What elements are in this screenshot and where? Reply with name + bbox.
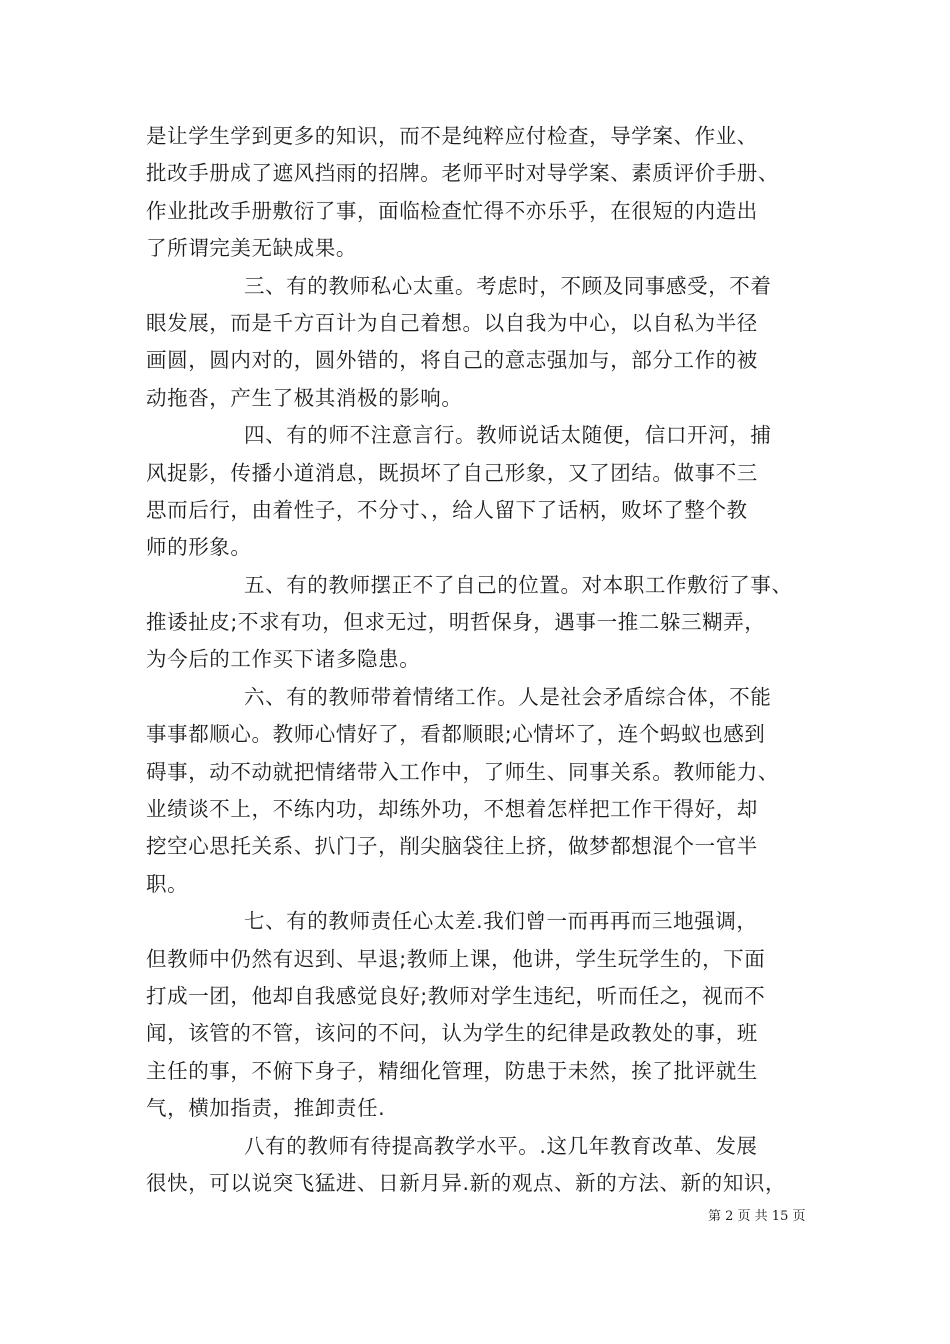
text-line: 批改手册成了遮风挡雨的招牌。老师平时对导学案、素质评价手册、 [146,161,779,186]
text-line: 风捉影，传播小道消息，既损坏了自己形象，又了团结。做事不三 [146,460,758,485]
paragraph-8-start: 八有的教师有待提高教学水平。.这几年教育改革、发展 [244,1133,758,1158]
text-line: 推诿扯皮;不求有功，但求无过，明哲保身，遇事一推二躲三糊弄， [146,610,766,635]
text-line: 为今后的工作买下诸多隐患。 [146,647,421,672]
paragraph-3-start: 三、有的教师私心太重。考虑时，不顾及同事感受，不着 [244,273,772,298]
text-line: 作业批改手册敷衍了事，面临检查忙得不亦乐乎，在很短的内造出 [146,198,758,223]
document-body [146,118,810,1202]
paragraph-6-start: 六、有的教师带着情绪工作。人是社会矛盾综合体，不能 [244,684,772,709]
text-line: 但教师中仍然有迟到、早退;教师上课，他讲，学生玩学生的，下面 [146,946,766,971]
text-line: 了所谓完美无缺成果。 [146,236,357,261]
text-line: 画圆，圆内对的，圆外错的，将自己的意志强加与，部分工作的被 [146,348,758,373]
text-line: 闻，该管的不管，该问的不问，认为学生的纪律是政教处的事，班 [146,1021,758,1046]
text-line: 气，横加指责，推卸责任. [146,1096,386,1121]
text-line: 师的形象。 [146,535,252,560]
paragraph-7-start: 七、有的教师责任心太差.我们曾一而再再而三地强调， [244,909,758,934]
text-line: 业绩谈不上，不练内功，却练外功，不想着怎样把工作干得好，却 [146,797,758,822]
paragraph-4-start: 四、有的师不注意言行。教师说话太随便，信口开河，捕 [244,423,772,448]
text-line: 事事都顺心。教师心情好了，看都顺眼;心情坏了，连个蚂蚁也感到 [146,722,766,747]
text-line: 动拖沓，产生了极其消极的影响。 [146,385,463,410]
text-line: 思而后行，由着性子，不分寸、，给人留下了话柄，败坏了整个教 [146,497,748,522]
paragraph-5-start: 五、有的教师摆正不了自己的位置。对本职工作敷衍了事、 [244,572,793,597]
text-line: 职。 [146,871,189,896]
text-line: 眼发展，而是千方百计为自己着想。以自我为中心，以自私为半径 [146,310,758,335]
text-line: 很快，可以说突飞猛进、日新月异.新的观点、新的方法、新的知识， [146,1170,787,1195]
page-number-footer: 第 2 页 共 15 页 [708,1209,806,1224]
text-line: 主任的事，不俯下身子，精细化管理，防患于未然，挨了批评就生 [146,1058,758,1083]
text-line: 挖空心思托关系、扒门子，削尖脑袋往上挤，做梦都想混个一官半 [146,834,758,859]
text-line: 是让学生学到更多的知识，而不是纯粹应付检查，导学案、作业、 [146,124,758,148]
text-line: 打成一团，他却自我感觉良好;教师对学生违纪，听而任之，视而不 [146,983,766,1008]
text-line: 碍事，动不动就把情绪带入工作中，了师生、同事关系。教师能力、 [146,759,779,784]
